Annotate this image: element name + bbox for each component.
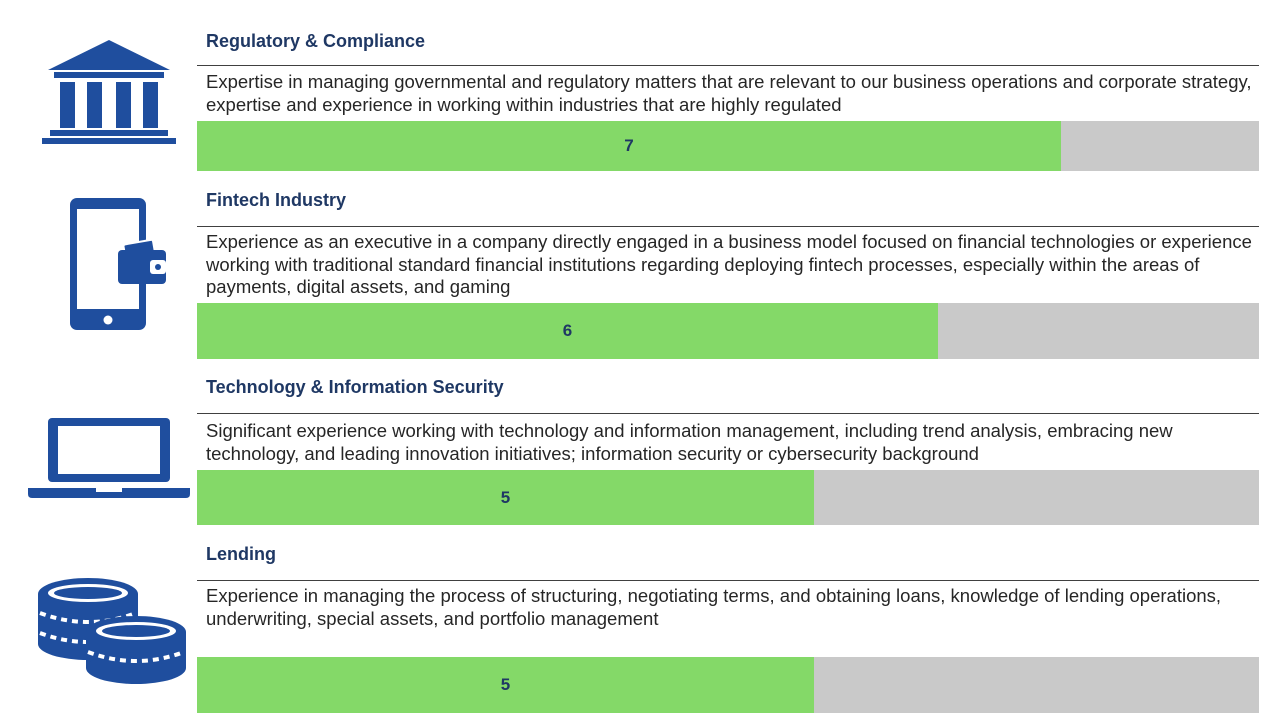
section-title: Technology & Information Security	[206, 377, 504, 397]
divider	[197, 413, 1259, 414]
bar-value-label: 5	[500, 675, 511, 694]
section-description: Significant experience working with technology and information management, including trend analysis, embracing new technology, and leading innovation initiatives; information security or cybersecurity background	[206, 420, 1173, 464]
section-description: Experience as an executive in a company directly engaged in a business model focused on financial technologies or experience working with traditional standard financial institutions regarding deploying fintech processes, especially within the areas of payments, digital assets, and gaming	[206, 231, 1252, 297]
bank-icon	[40, 38, 178, 146]
divider	[197, 226, 1259, 227]
bar-value-label: 7	[624, 136, 634, 155]
section-title: Fintech Industry	[206, 190, 347, 210]
coins-icon	[36, 576, 188, 686]
bar-track	[197, 121, 1259, 171]
bar-track	[197, 470, 1259, 525]
section-title: Lending	[206, 544, 276, 564]
bar-value-label: 6	[562, 321, 573, 340]
bar-value-label: 5	[500, 487, 511, 507]
divider	[197, 580, 1259, 581]
bar-track	[197, 657, 1259, 713]
section-title: Regulatory & Compliance	[206, 31, 426, 51]
section-description: Experience in managing the process of structuring, negotiating terms, and obtaining loans, knowledge of lending operations, underwriting, special assets, and portfolio management	[206, 585, 1222, 629]
smartphone-wallet-icon	[66, 196, 170, 332]
section-description: Expertise in managing governmental and regulatory matters that are relevant to our business operations and corporate strategy, expertise and experience in working within industries that are highly regulated	[206, 71, 1252, 115]
laptop-icon	[26, 416, 192, 502]
divider	[197, 65, 1259, 66]
bar-track	[197, 303, 1259, 359]
